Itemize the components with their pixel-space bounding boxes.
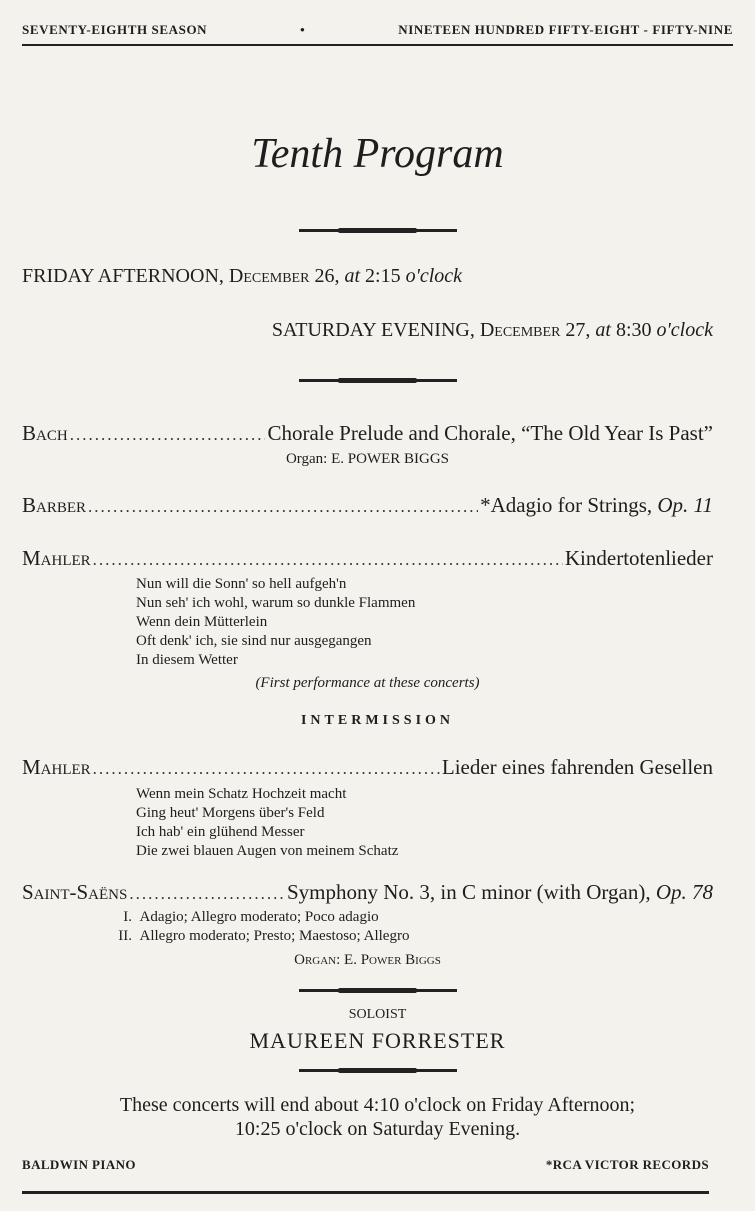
- work-title: Chorale Prelude and Chorale, “The Old Year Is Past”: [267, 421, 713, 445]
- program-title: Tenth Program: [251, 131, 504, 177]
- song-item: Wenn dein Mütterlein: [136, 614, 268, 630]
- records-credit: *RCA VICTOR RECORDS: [545, 1157, 709, 1172]
- movement-list: [88, 908, 713, 946]
- header-rule: [22, 44, 733, 46]
- soloist-name: MAUREEN FORRESTER: [249, 1028, 506, 1053]
- song-item: Die zwei blauen Augen von meinem Schatz: [136, 843, 399, 859]
- work-title: Kindertotenlieder: [564, 546, 713, 570]
- footer-rule: [22, 1191, 709, 1194]
- season-label: SEVENTY-EIGHTH SEASON: [22, 22, 208, 37]
- song-item: Nun seh' ich wohl, warum so dunkle Flammen: [136, 595, 416, 611]
- ornament-divider: [299, 1069, 457, 1072]
- program-entry-mahler-gesellen: [22, 755, 713, 861]
- work-title: *Adagio for Strings,: [480, 493, 653, 517]
- song-item: Ich hab' ein glühend Messer: [136, 824, 305, 840]
- song-list: [136, 575, 713, 670]
- song-item: In diesem Wetter: [136, 652, 238, 668]
- program-entry-bach: [22, 421, 713, 469]
- song-item: Nun will die Sonn' so hell aufgeh'n: [136, 576, 347, 592]
- footer: [22, 1157, 709, 1173]
- program-entry-saint-saens: [22, 880, 713, 970]
- opus: Op. 78: [655, 880, 713, 904]
- season-header: [22, 22, 733, 38]
- piano-credit: BALDWIN PIANO: [22, 1157, 136, 1172]
- composer: Bach: [22, 421, 68, 445]
- opus: Op. 11: [657, 493, 713, 517]
- soloist-label: SOLOIST: [348, 1007, 407, 1022]
- performance-friday: FRIDAY AFTERNOON, December 26, at 2:15 o'clock: [22, 265, 463, 287]
- song-list: [136, 785, 713, 861]
- first-performance-note: (First performance at these concerts): [255, 675, 480, 691]
- years-label: NINETEEN HUNDRED FIFTY-EIGHT - FIFTY-NINE: [398, 22, 733, 37]
- movement-item: I. Adagio; Allegro moderato; Poco adagio: [123, 909, 379, 925]
- concert-end-note: These concerts will end about 4:10 o'clock on Friday Afternoon; 10:25 o'clock on Saturday Evening.: [119, 1094, 636, 1140]
- ornament-divider: [299, 229, 457, 232]
- performance-saturday: SATURDAY EVENING, December 27, at 8:30 o'clock: [271, 319, 713, 341]
- organ-note: Organ: E. Power Biggs: [294, 952, 441, 968]
- header-bullet: •: [300, 22, 306, 37]
- ornament-divider: [299, 379, 457, 382]
- work-title: Lieder eines fahrenden Gesellen: [441, 755, 713, 779]
- song-item: Ging heut' Morgens über's Feld: [136, 805, 325, 821]
- song-item: Wenn mein Schatz Hochzeit macht: [136, 786, 347, 802]
- program-entry-barber: [22, 493, 713, 518]
- composer: Saint-Saëns: [22, 880, 128, 904]
- movement-item: II. Allegro moderato; Presto; Maestoso; Allegro: [118, 928, 410, 944]
- composer: Mahler: [22, 755, 91, 779]
- composer: Mahler: [22, 546, 91, 570]
- intermission-label: INTERMISSION: [300, 713, 455, 728]
- organ-note: Organ: E. POWER BIGGS: [285, 451, 450, 467]
- ornament-divider: [299, 989, 457, 992]
- program-entry-mahler-kindertotenlieder: [22, 546, 713, 693]
- composer: Barber: [22, 493, 87, 517]
- work-title: Symphony No. 3, in C minor (with Organ),: [286, 880, 651, 904]
- song-item: Oft denk' ich, sie sind nur ausgegangen: [136, 633, 372, 649]
